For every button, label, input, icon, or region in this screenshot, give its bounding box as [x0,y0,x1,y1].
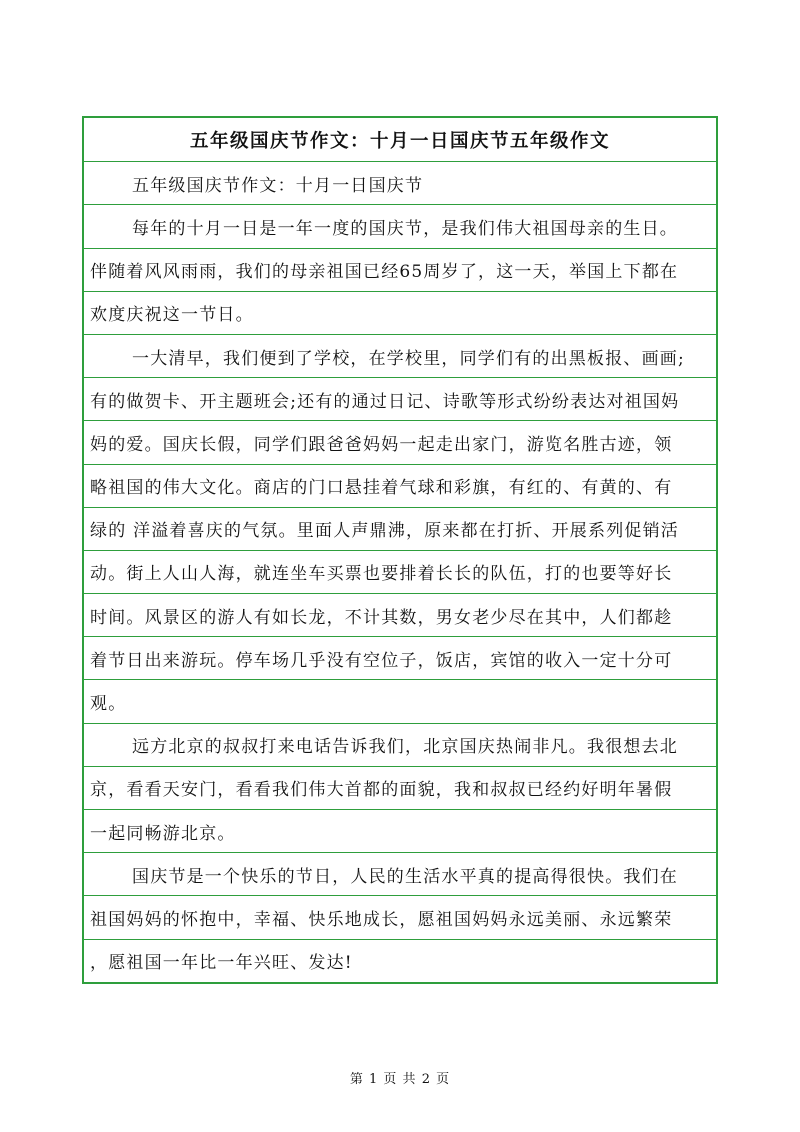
essay-line: 有的做贺卡、开主题班会;还有的通过日记、诗歌等形式纷纷表达对祖国妈 [84,377,716,420]
essay-line: 每年的十月一日是一年一度的国庆节，是我们伟大祖国母亲的生日。 [84,204,716,247]
essay-line: 观。 [84,679,716,722]
essay-table [82,116,718,984]
essay-title: 五年级国庆节作文：十月一日国庆节五年级作文 [189,130,610,152]
essay-line: 绿的 洋溢着喜庆的气氛。里面人声鼎沸，原来都在打折、开展系列促销活 [84,507,716,550]
essay-line: 一大清早，我们便到了学校，在学校里，同学们有的出黑板报、画画; [84,334,716,377]
essay-line: 五年级国庆节作文：十月一日国庆节 [84,161,716,204]
essay-line: 妈的爱。国庆长假，同学们跟爸爸妈妈一起走出家门，游览名胜古迹，领 [84,420,716,463]
essay-line: 着节日出来游玩。停车场几乎没有空位子，饭店，宾馆的收入一定十分可 [84,636,716,679]
essay-line: 祖国妈妈的怀抱中，幸福、快乐地成长，愿祖国妈妈永远美丽、永远繁荣 [84,895,716,938]
essay-line: 一起同畅游北京。 [84,809,716,852]
essay-line: 国庆节是一个快乐的节日，人民的生活水平真的提高得很快。我们在 [84,852,716,895]
essay-line: 动。街上人山人海，就连坐车买票也要排着长长的队伍，打的也要等好长 [84,550,716,593]
essay-line: ，愿祖国一年比一年兴旺、发达! [84,939,716,982]
essay-line: 伴随着风风雨雨，我们的母亲祖国已经65周岁了，这一天，举国上下都在 [84,248,716,291]
essay-line: 略祖国的伟大文化。商店的门口悬挂着气球和彩旗，有红的、有黄的、有 [84,464,716,507]
essay-line: 欢度庆祝这一节日。 [84,291,716,334]
page-number: 第 1 页 共 2 页 [349,1072,451,1087]
essay-line: 时间。风景区的游人有如长龙，不计其数，男女老少尽在其中，人们都趁 [84,593,716,636]
essay-line: 京，看看天安门，看看我们伟大首都的面貌，我和叔叔已经约好明年暑假 [84,766,716,809]
essay-line: 远方北京的叔叔打来电话告诉我们，北京国庆热闹非凡。我很想去北 [84,723,716,766]
